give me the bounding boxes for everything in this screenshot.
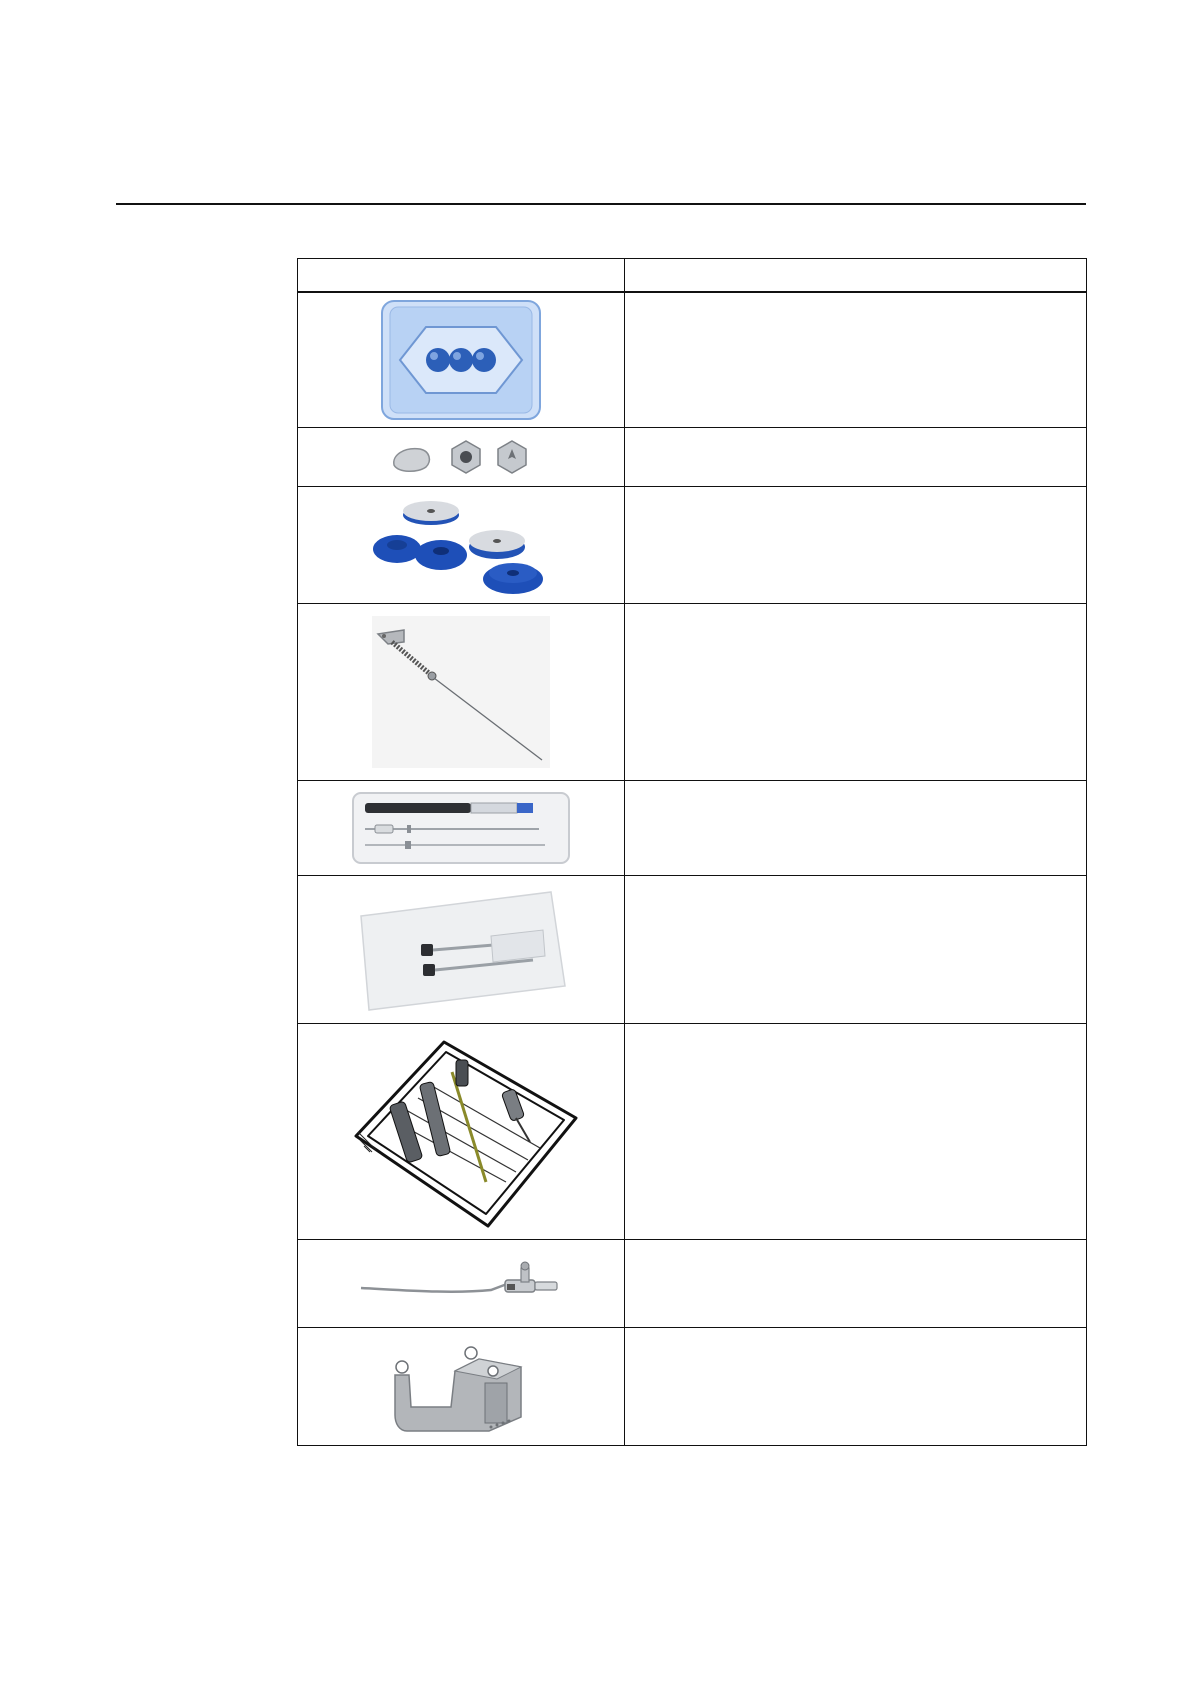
item-description: [625, 1024, 1087, 1240]
sealed-instrument-tray-icon: [349, 789, 573, 867]
table-header-row: [298, 259, 1087, 292]
table-row: [298, 1024, 1087, 1240]
item-image-cell: [298, 487, 625, 604]
blister-tray-blue-spheres-icon: [376, 297, 546, 423]
table-row: [298, 781, 1087, 876]
header-rule: [116, 203, 1086, 205]
parts-table: [297, 258, 1087, 1446]
item-description: [625, 1240, 1087, 1328]
table-row: [298, 292, 1087, 428]
item-image-cell: [298, 1328, 625, 1446]
item-image-cell: [298, 1024, 625, 1240]
header-cell-image: [298, 259, 625, 292]
table-row: [298, 604, 1087, 781]
suction-cannula-icon: [351, 1254, 571, 1314]
instrument-tray-drawing-icon: [336, 1032, 586, 1232]
sterile-pouch-instruments-icon: [351, 886, 571, 1014]
t-handle-wire-probe-icon: [366, 612, 556, 772]
item-image-cell: [298, 1240, 625, 1328]
reference-clamp-icon: [381, 1337, 541, 1437]
table-row: [298, 428, 1087, 487]
item-image-cell: [298, 876, 625, 1024]
item-description: [625, 781, 1087, 876]
item-description: [625, 292, 1087, 428]
item-description: [625, 876, 1087, 1024]
table-row: [298, 876, 1087, 1024]
item-description: [625, 487, 1087, 604]
table-row: [298, 487, 1087, 604]
item-description: [625, 604, 1087, 781]
blue-disc-pads-icon: [371, 493, 551, 597]
item-description: [625, 1328, 1087, 1446]
table-row: [298, 1240, 1087, 1328]
item-description: [625, 428, 1087, 487]
fiducial-markers-icon: [386, 437, 536, 477]
table-row: [298, 1328, 1087, 1446]
item-image-cell: [298, 292, 625, 428]
item-image-cell: [298, 604, 625, 781]
item-image-cell: [298, 781, 625, 876]
item-image-cell: [298, 428, 625, 487]
header-cell-description: [625, 259, 1087, 292]
